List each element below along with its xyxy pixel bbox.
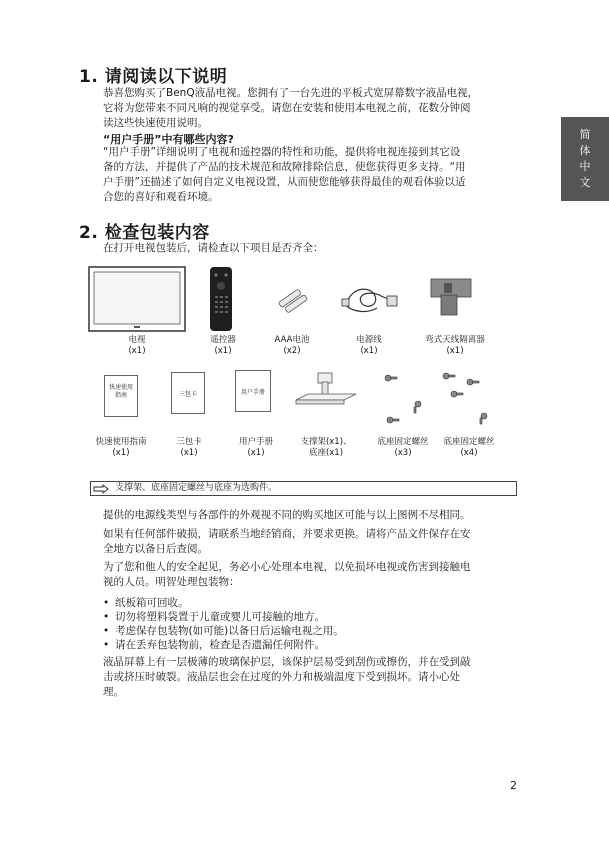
list-item: • 请在丢弃包装物前，检查是否遗漏任何附件。 [103, 638, 523, 652]
list-item: • 考虑保存包装物(如可能)以备日后运输电视之用。 [103, 624, 523, 638]
manual-contents-text: “用户手册”详细说明了电视和遥控器的特性和功能，提供将电视连接到其它设 备的方法，并提供了产品的技术规范和故障排除信息，使您获得更多支持。“用 户手册”还描述了如何自定义电视设置，从而使您能够获得最佳的观看体验以适 合您的喜好和观看环境。 [103, 146, 466, 203]
section2-title: 2. 检查包装内容 [79, 223, 210, 243]
item-caption: 用户手册 (x1) [238, 437, 273, 458]
base-screws-x3-image [378, 370, 428, 428]
list-item: • 切勿将塑料袋置于儿童或婴儿可接触的地方。 [103, 610, 523, 624]
aaa-battery-image [277, 288, 309, 314]
item-caption: 底座固定螺丝 (x3) [377, 437, 429, 458]
item-caption: 遥控器 (x1) [210, 335, 236, 356]
item-caption: 电源线 (x1) [356, 335, 382, 356]
lcd-warning-text: 液晶屏幕上有一层极薄的玻璃保护层，该保护层易受到刮伤或擦伤，并在受到敲 击或挤压时破裂。液晶层也会在过度的外力和极端温度下受到损坏。请小心处 理。 [103, 656, 471, 698]
warranty-card-image: 三包卡 [171, 372, 205, 414]
pointing-hand-icon [93, 484, 109, 494]
power-cord-note: 提供的电源线类型与各部件的外观视不同的购买地区可能与以上图例不尽相同。 [103, 509, 471, 521]
note-text: 支撑架、底座固定螺丝与底座为选购件。 [115, 483, 278, 493]
item-caption: 快速使用指南 (x1) [95, 437, 147, 458]
base-screws-x4-image [436, 370, 492, 428]
item-caption: 三包卡 (x1) [176, 437, 202, 458]
section1-intro: 恭喜您购买了BenQ液晶电视。您拥有了一台先进的平板式宽屏幕数字液晶电视， 它将为您带来不同凡响的视觉享受。请您在安装和使用本电视之前，花数分钟阅 读这些快速使用说明。 [103, 87, 479, 129]
stand-base-image [294, 370, 358, 414]
antenna-isolator-image [429, 277, 473, 317]
list-item: • 纸板箱可回收。 [103, 596, 523, 610]
item-caption: 弯式天线隔离器 (x1) [425, 335, 485, 356]
quick-guide-image: 快速使用 指南 [104, 375, 138, 417]
manual-contents-heading: “用户手册”中有哪些内容? [103, 133, 234, 146]
item-caption: AAA电池 (x2) [274, 335, 310, 356]
remote-control-image [209, 266, 233, 332]
section2-intro: 在打开电视包装后，请检查以下项目是否齐全： [103, 242, 324, 254]
language-tab-char: 中 [579, 160, 591, 173]
language-tab-char: 简 [579, 128, 591, 141]
section1-title: 1. 请阅读以下说明 [79, 67, 228, 87]
item-caption: 支撑架(x1)、 底座(x1) [300, 437, 352, 458]
safety-text: 为了您和他人的安全起见，务必小心处理本电视，以免损坏电视或伤害到接触电 视的人员。明智处理包装物： [103, 561, 471, 588]
note-box [90, 481, 517, 496]
language-tab-char: 体 [579, 144, 591, 157]
page-number: 2 [510, 779, 517, 792]
item-caption: 电视 (x1) [128, 335, 146, 356]
power-cord-image [341, 282, 399, 316]
damaged-parts-text: 如果有任何部件破损，请联系当地经销商，并要求更换。请将产品文件保存在安 全地方以备日后查阅。 [103, 528, 471, 555]
language-tab [561, 117, 609, 201]
tv-image [88, 266, 186, 332]
packaging-bullets [103, 596, 523, 652]
user-manual-image: 用户手册 [235, 370, 271, 412]
item-caption: 底座固定螺丝 (x4) [443, 437, 495, 458]
language-tab-char: 文 [579, 176, 591, 189]
